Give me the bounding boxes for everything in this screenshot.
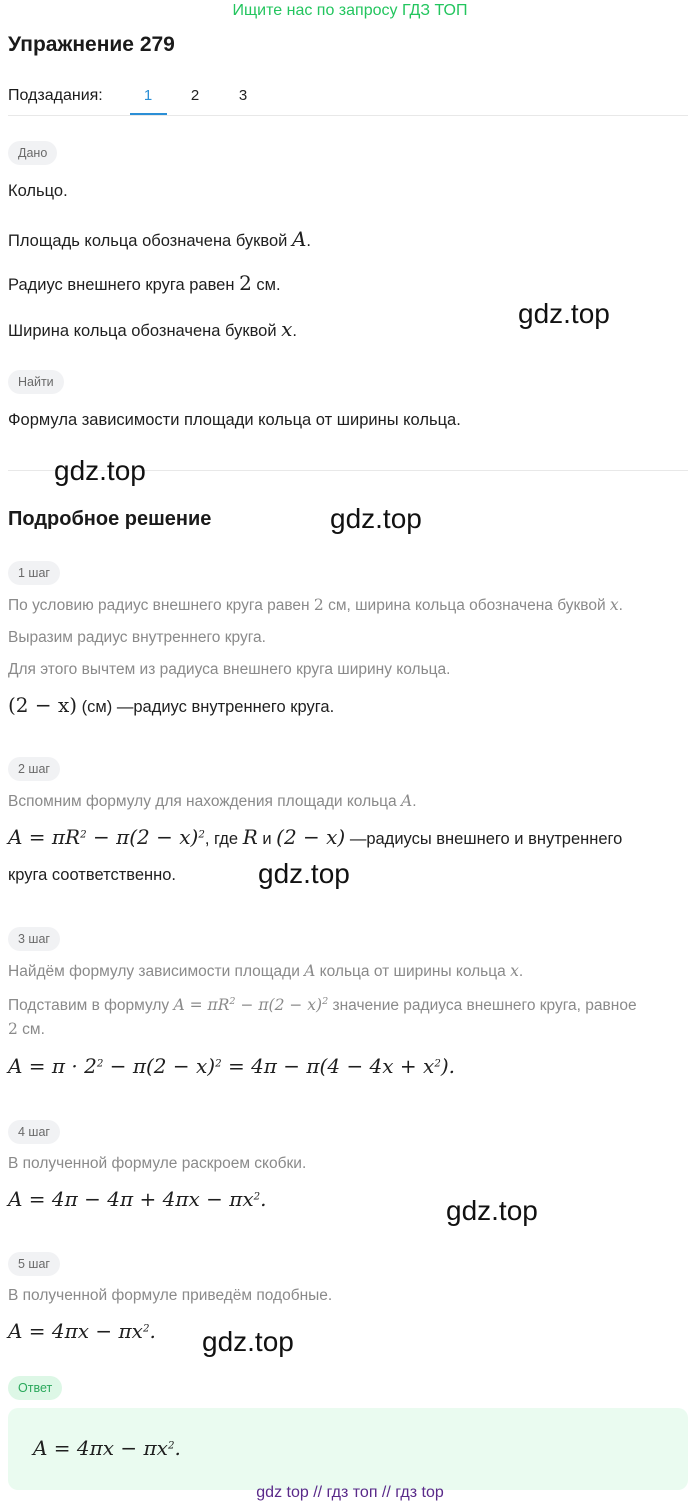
watermark: gdz.top (258, 858, 350, 889)
footer-text: gdz top // гдз топ // гдз top (256, 1484, 444, 1501)
step-4-line-2: $A = 4\pi - 4\pi + 4\pi x - \pi x^2$. (8, 1187, 267, 1211)
watermark: gdz.top (54, 455, 146, 486)
step-3-line-4: $A = \pi \cdot 2^2 - \pi(2 - x)^2 = 4\pi - \pi(4 - 4x + x^2)$. (8, 1054, 455, 1078)
step-3-line-1: Найдём формулу зависимости площади A кольца от ширины кольца x. (8, 962, 524, 980)
step-5-badge: 5 шаг (8, 1252, 60, 1276)
step-2-badge: 2 шаг (8, 757, 60, 781)
given-badge: Дано (8, 141, 57, 165)
solution-title: Подробное решение (8, 508, 212, 530)
answer-badge: Ответ (8, 1376, 62, 1400)
step-5-line-2: $A = 4\pi x - \pi x^2$. (8, 1319, 156, 1343)
step-1-line-4: (2 − x) (см) —радиус внутреннего круга. (8, 693, 335, 717)
promo-banner: Ищите нас по запросу ГДЗ ТОП (232, 2, 468, 19)
given-line-4: Ширина кольца обозначена буквой x. (8, 317, 298, 341)
step-2-line-2: $A = \pi R^2 - \pi(2 - x)^2$, где R и (2 − x) —радиусы внешнего и внутреннего (8, 825, 623, 849)
step-1-line-1: По условию радиус внешнего круга равен 2 см, ширина кольца обозначена буквой x. (8, 596, 623, 614)
divider (8, 115, 688, 116)
step-4-badge: 4 шаг (8, 1120, 60, 1144)
step-3-line-3: 2 см. (8, 1020, 45, 1038)
answer-formula: $A = 4\pi x - \pi x^2$. (33, 1436, 181, 1460)
watermark: gdz.top (202, 1326, 294, 1357)
step-3-line-2: Подставим в формулу $A = \pi R^2 - \pi(2 - x)^2$ значение радиуса внешнего круга, равное (8, 996, 637, 1015)
given-line-2: Площадь кольца обозначена буквой A. (8, 227, 311, 251)
watermark: gdz.top (446, 1195, 538, 1226)
step-2-line-3: круга соответственно. (8, 866, 176, 884)
given-line-1: Кольцо. (8, 182, 68, 200)
subtask-tab-1[interactable]: 1 (143, 87, 153, 104)
step-1-line-2: Выразим радиус внутреннего круга. (8, 629, 266, 646)
step-3-badge: 3 шаг (8, 927, 60, 951)
watermark: gdz.top (330, 503, 422, 534)
watermark: gdz.top (518, 298, 610, 329)
given-line-3: Радиус внешнего круга равен 2 см. (8, 271, 281, 295)
subtasks-label: Подзадания: (8, 87, 103, 104)
step-1-badge: 1 шаг (8, 561, 60, 585)
find-badge: Найти (8, 370, 64, 394)
step-5-line-1: В полученной формуле приведём подобные. (8, 1287, 333, 1304)
step-2-line-1: Вспомним формулу для нахождения площади кольца A. (8, 792, 417, 810)
page-title: Упражнение 279 (8, 33, 175, 56)
step-1-line-3: Для этого вычтем из радиуса внешнего круга ширину кольца. (8, 661, 451, 678)
step-4-line-1: В полученной формуле раскроем скобки. (8, 1155, 307, 1172)
find-text: Формула зависимости площади кольца от ширины кольца. (8, 411, 461, 429)
subtask-tab-3[interactable]: 3 (238, 87, 248, 104)
subtask-tab-2[interactable]: 2 (190, 87, 200, 104)
